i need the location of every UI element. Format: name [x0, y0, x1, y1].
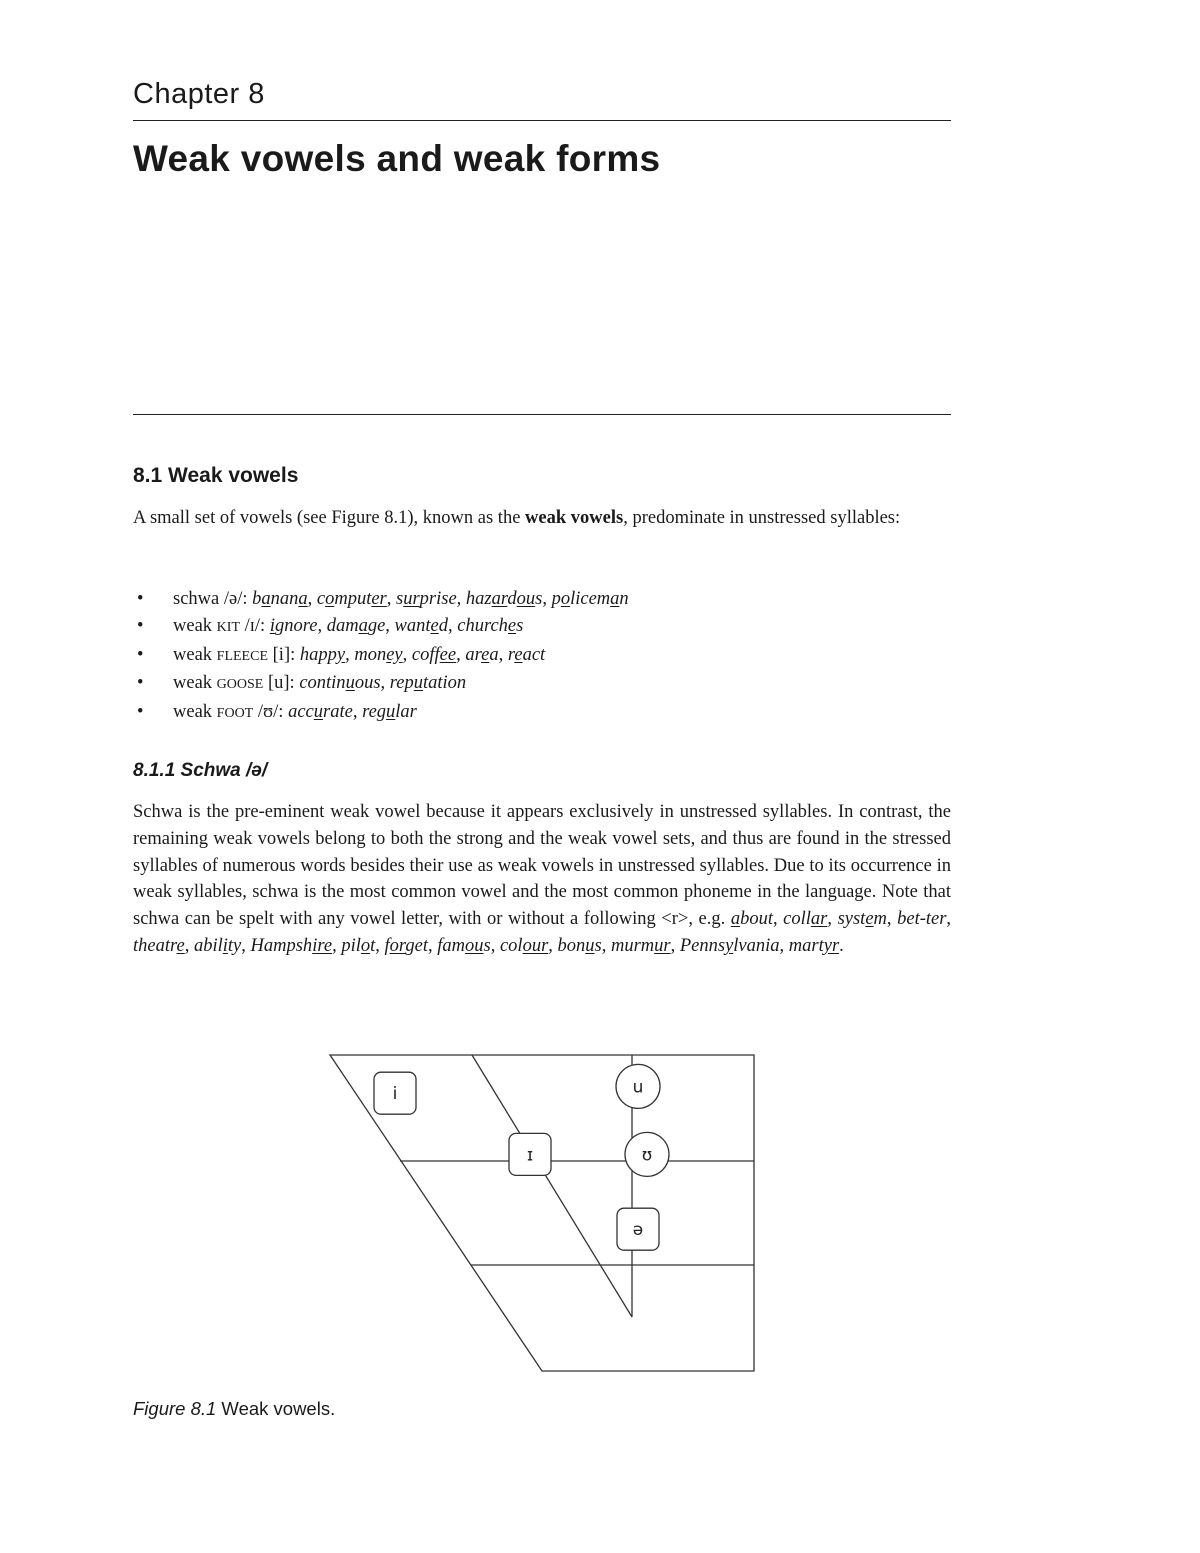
chapter-label: Chapter 8 [133, 78, 265, 110]
vowel-quadrilateral [320, 1045, 770, 1385]
bullet-lead: schwa /ə/: [173, 589, 253, 609]
bullet-lead: weak [173, 673, 217, 694]
vowel-symbol-label: ə [632, 1220, 644, 1241]
bullet-item: • weak FLEECE [i]: happy, money, coffee, area, react [133, 642, 951, 671]
schwa-example-word: martyr [788, 935, 840, 956]
vowel-symbol-label: i [392, 1084, 398, 1105]
bullet-marker: • [137, 644, 144, 665]
bullet-marker: • [137, 589, 144, 609]
lexical-set-keyword: GOOSE [216, 677, 264, 693]
bullet-marker: • [137, 702, 144, 723]
schwa-paragraph: Schwa is the pre-eminent weak vowel because it appears exclusively in unstressed syllables. In contrast, the remaining weak vowels belong to both the strong and the weak vowel sets, and thus are found in the stressed syllables of numerous words besides their use as weak vowels in unstressed syllables. Due to its occurrence in weak syllables, schwa is the most common vowel and the most common phoneme in the language. Note that schwa can be spelt with any vowel letter, with or without a following <r>, e.g. about, collar, system, bet-ter, theatre, ability, Hampshire, pilot, forget, famous, colour, bonus, murmur, Pennsylvania, martyr. [133, 802, 952, 956]
top-rule [133, 120, 951, 121]
example-word: wanted [394, 615, 448, 636]
title-rule [133, 414, 951, 415]
schwa-example-word: Pennsylvania [679, 935, 780, 956]
example-word: money [354, 644, 403, 665]
chapter-title: Weak vowels and weak forms [133, 138, 661, 179]
weak-vowels-term: weak vowels [525, 508, 624, 528]
bullet-marker: • [137, 673, 144, 694]
bullet-lead: weak [173, 702, 217, 723]
bullet-item: • weak GOOSE [u]: continuous, reputation [133, 670, 951, 699]
schwa-text: Schwa is the pre-eminent weak vowel because it appears exclusively in unstressed syllables. In contrast, the remaining weak vowels belong to both the strong and the weak vowel sets, and thus are found in the stressed syllables of numerous words besides their use as weak vowels in unstressed syllables. Due to its occurrence in weak syllables, schwa is the most common vowel and the most common phoneme in the language. Note that schwa can be spelt with any vowel letter, with or without a following <r>, e.g. [133, 802, 951, 930]
schwa-example-word: famous [437, 935, 491, 956]
bullet-item: • weak FOOT /ʊ/: accurate, regular [133, 699, 951, 728]
vowel-mark-3 [616, 1064, 660, 1108]
schwa-example-word: colour [499, 935, 549, 956]
schwa-example-word: bet-ter [897, 909, 947, 930]
bullet-lead: weak [173, 644, 217, 665]
example-word: damage [326, 615, 386, 636]
figure-caption-text: Weak vowels. [216, 1398, 336, 1419]
figure-caption [133, 1398, 335, 1420]
vowel-symbol-label: ɪ [526, 1145, 534, 1166]
schwa-example-word: Hampshire [250, 935, 333, 956]
example-word: area [465, 644, 499, 665]
vowel-chart [320, 1045, 770, 1385]
bullet-item: • weak KIT /ɪ/: ignore, damage, wanted, churches [133, 613, 951, 642]
vowel-symbol: /ɪ/: [240, 615, 270, 636]
central-slant [472, 1055, 632, 1317]
example-word: policeman [551, 589, 629, 609]
bullet-item: • schwa /ə/: banana, computer, surprise, hazardous, policeman [133, 586, 951, 613]
schwa-example-word: pilot [341, 935, 376, 956]
vowel-mark-4 [625, 1132, 669, 1176]
figure-label: Figure 8.1 [133, 1398, 217, 1419]
example-word: computer [316, 589, 387, 609]
example-word: surprise [396, 589, 457, 609]
example-word: accurate [288, 702, 353, 723]
schwa-example-word: theatre [133, 935, 185, 956]
bullet-marker: • [137, 615, 144, 636]
schwa-example-word: ability [193, 935, 242, 956]
example-word: ignore [269, 615, 318, 636]
lexical-set-keyword: KIT [216, 619, 240, 635]
vowel-symbol: /ʊ/: [253, 702, 289, 723]
schwa-example-word: system [837, 909, 887, 930]
vowel-symbol: [u]: [263, 673, 300, 694]
example-word: churches [457, 615, 524, 636]
example-word: hazardous [465, 589, 543, 609]
example-word: banana [252, 589, 308, 609]
example-word: reputation [389, 673, 467, 694]
schwa-example-word: forget [384, 935, 428, 956]
schwa-example-word: bonus [557, 935, 602, 956]
vowel-symbol: [i]: [268, 644, 300, 665]
example-word: continuous [299, 673, 381, 694]
example-word: coffee [411, 644, 457, 665]
vowel-mark-5 [617, 1208, 659, 1250]
schwa-example-word: collar [783, 909, 828, 930]
lexical-set-keyword: FLEECE [216, 648, 269, 664]
subsection-heading: 8.1.1 Schwa /ə/ [133, 760, 268, 781]
bullet-lead: weak [173, 615, 217, 636]
example-word: happy [299, 644, 346, 665]
schwa-example-word: murmur [610, 935, 671, 956]
vowel-symbol-label: u [632, 1077, 644, 1098]
schwa-example-word: about [730, 909, 773, 930]
example-word: regular [362, 702, 417, 723]
vowel-mark-1 [374, 1072, 416, 1114]
vowel-mark-2 [509, 1133, 551, 1175]
example-word: react [507, 644, 546, 665]
weak-vowel-list [133, 586, 951, 728]
section-intro: A small set of vowels (see Figure 8.1), known as the weak vowels, predominate in unstressed syllables: [133, 508, 901, 528]
section-heading: 8.1 Weak vowels [133, 464, 299, 487]
lexical-set-keyword: FOOT [216, 706, 254, 722]
vowel-symbol-label: ʊ [641, 1145, 653, 1166]
